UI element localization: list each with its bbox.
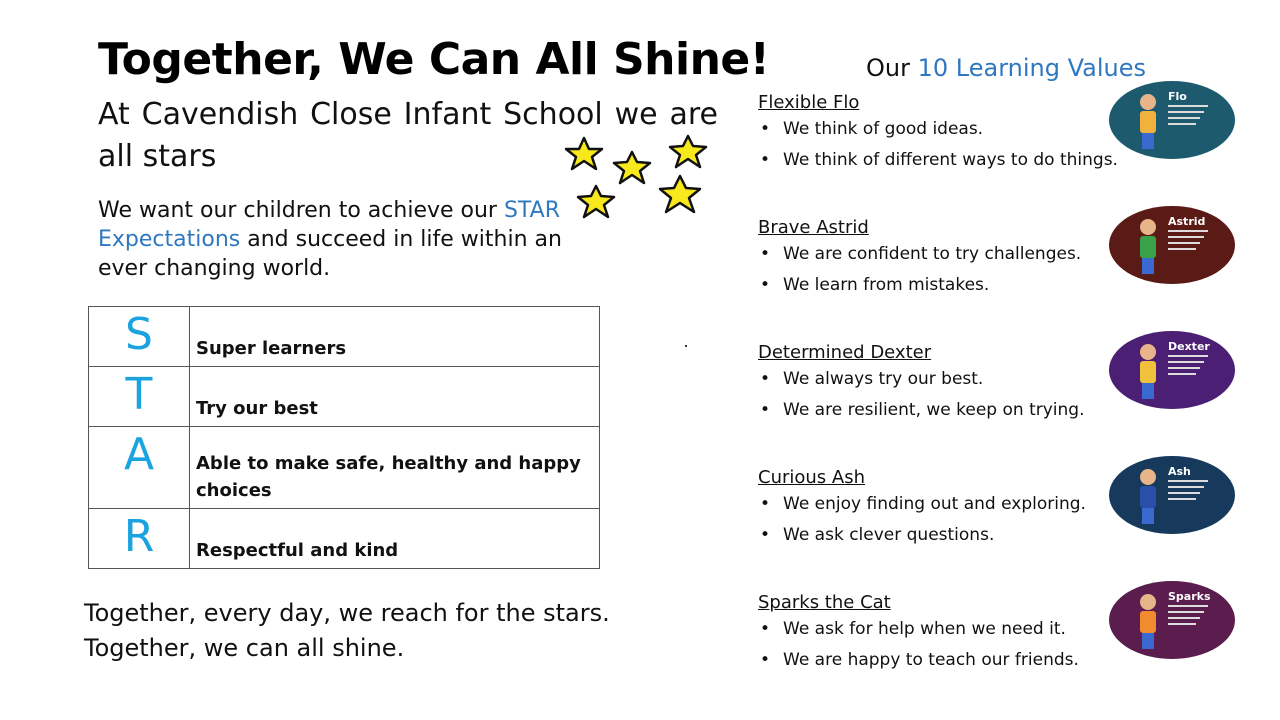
learning-value-point: We learn from mistakes. (783, 275, 990, 295)
character-badge-icon (1108, 205, 1236, 285)
learning-value-point: We always try our best. (783, 369, 984, 389)
intro-text (98, 196, 618, 283)
character-badge-name: Astrid (1168, 215, 1206, 228)
learning-values-heading (866, 54, 1146, 82)
learning-value-point: We are happy to teach our friends. (783, 650, 1079, 670)
bullet-icon: • (760, 400, 771, 420)
star-letter: R (89, 509, 190, 569)
bullet-icon: • (760, 619, 771, 639)
bullet-icon: • (760, 369, 771, 389)
list-item (758, 395, 1084, 426)
learning-value-point: We enjoy finding out and exploring. (783, 494, 1086, 514)
list-item (758, 239, 1081, 270)
bullet-icon: • (760, 244, 771, 264)
learning-value-points (758, 614, 1079, 676)
learning-value-points (758, 489, 1086, 551)
star-description: Able to make safe, healthy and happy choices (190, 427, 600, 509)
character-badge-name: Sparks (1168, 590, 1211, 603)
learning-value-point: We think of good ideas. (783, 119, 984, 139)
star-expectations-highlight: STAR Expectations (98, 198, 560, 252)
character-badge-name: Ash (1168, 465, 1191, 478)
character-badge-icon (1108, 80, 1236, 160)
learning-value-point: We are resilient, we keep on trying. (783, 400, 1085, 420)
list-item (758, 614, 1079, 645)
character-badge-icon (1108, 455, 1236, 535)
subtitle: At Cavendish Close Infant School we are all stars (98, 97, 718, 174)
star-letter: S (89, 307, 190, 367)
star-icon (660, 176, 700, 212)
learning-value-name: Determined Dexter (758, 342, 932, 363)
learning-value-block (758, 592, 1238, 692)
intro-text-end: and succeed in life within an ever changing world. (98, 227, 562, 281)
character-badge-icon (1108, 330, 1236, 410)
list-item (758, 145, 1118, 176)
learning-value-points (758, 239, 1081, 301)
star-icon (566, 138, 602, 169)
closing-line: Together, we can all shine. (84, 634, 405, 662)
learning-value-name: Flexible Flo (758, 92, 860, 113)
intro-text-start: We want our children to achieve our (98, 198, 504, 223)
page-title: Together, We Can All Shine! (98, 34, 770, 85)
character-badge-name: Flo (1168, 90, 1187, 103)
learning-value-points (758, 114, 1118, 176)
star-description: Respectful and kind (190, 509, 600, 569)
learning-value-block (758, 92, 1238, 192)
learning-value-point: We ask clever questions. (783, 525, 995, 545)
learning-value-block (758, 342, 1238, 442)
star-description: Super learners (190, 307, 600, 367)
table-row (89, 307, 600, 367)
bullet-icon: • (760, 494, 771, 514)
learning-value-block (758, 217, 1238, 317)
learning-value-point: We ask for help when we need it. (783, 619, 1066, 639)
bullet-icon: • (760, 650, 771, 670)
closing-line: Together, every day, we reach for the stars. (84, 599, 610, 627)
bullet-icon: • (760, 275, 771, 295)
list-item (758, 645, 1079, 676)
learning-value-points (758, 364, 1084, 426)
table-row (89, 367, 600, 427)
learning-value-name: Curious Ash (758, 467, 865, 488)
heading-highlight: 10 Learning Values (917, 54, 1147, 82)
stray-dot (685, 345, 687, 347)
star-expectations-table (88, 306, 600, 569)
character-badge-icon (1108, 580, 1236, 660)
list-item (758, 520, 1086, 551)
closing-text (84, 596, 610, 666)
learning-value-block (758, 467, 1238, 567)
learning-value-point: We think of different ways to do things. (783, 150, 1118, 170)
star-description: Try our best (190, 367, 600, 427)
star-icon (614, 152, 650, 183)
list-item (758, 270, 1081, 301)
star-icon (670, 136, 706, 167)
table-row (89, 427, 600, 509)
learning-value-name: Brave Astrid (758, 217, 869, 238)
list-item (758, 489, 1086, 520)
bullet-icon: • (760, 119, 771, 139)
table-row (89, 509, 600, 569)
character-badge-name: Dexter (1168, 340, 1210, 353)
bullet-icon: • (760, 150, 771, 170)
star-letter: A (89, 427, 190, 509)
heading-prefix: Our (866, 54, 918, 82)
learning-value-point: We are confident to try challenges. (783, 244, 1082, 264)
bullet-icon: • (760, 525, 771, 545)
star-letter: T (89, 367, 190, 427)
learning-value-name: Sparks the Cat (758, 592, 891, 613)
list-item (758, 364, 1084, 395)
star-icon (578, 186, 614, 217)
list-item (758, 114, 1118, 145)
stars-illustration (560, 132, 720, 226)
